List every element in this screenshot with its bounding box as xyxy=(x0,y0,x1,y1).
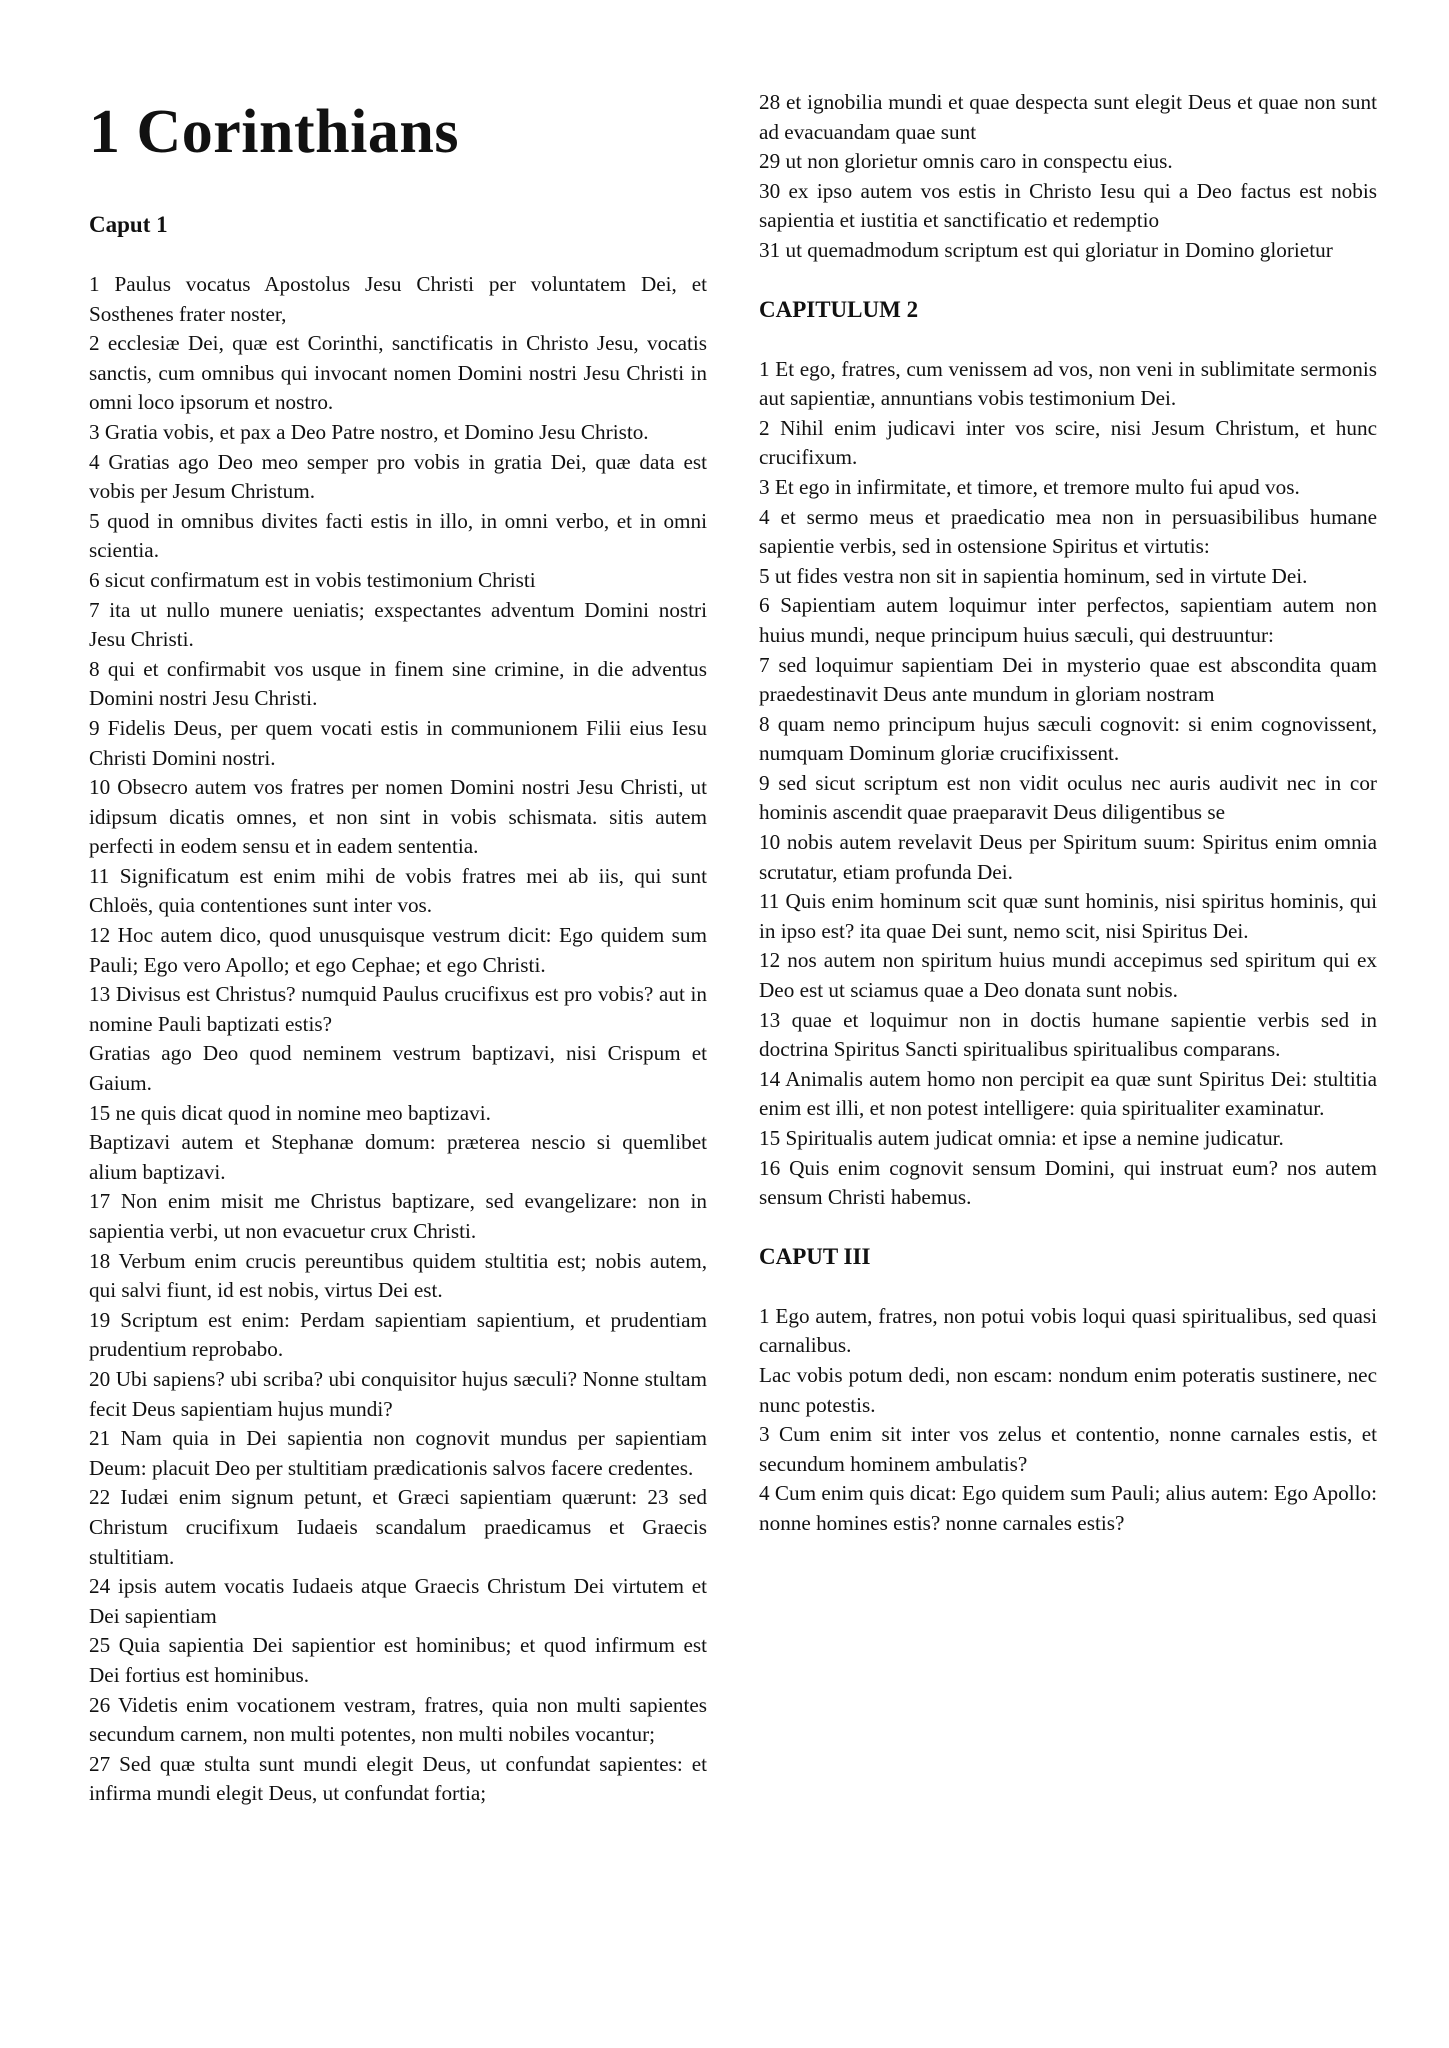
verse: 12 Hoc autem dico, quod unusquisque vestrum dicit: Ego quidem sum Pauli; Ego vero Apollo; et ego Cephae; et ego Christi. xyxy=(89,923,707,977)
verse: 24 ipsis autem vocatis Iudaeis atque Graecis Christum Dei virtutem et Dei sapientiam xyxy=(89,1574,707,1628)
verse: 1 Et ego, fratres, cum venissem ad vos, non veni in sublimitate sermonis aut sapientiæ, annuntians vobis testimonium Dei. xyxy=(759,356,1377,411)
verse: 30 ex ipso autem vos estis in Christo Iesu qui a Deo factus est nobis sapientia et iustitia et sanctificatio et redemptio xyxy=(759,178,1377,233)
verse: 27 Sed quæ stulta sunt mundi elegit Deus, ut confundat sapientes: et infirma mundi elegit Deus, ut confundat fortia; xyxy=(89,1751,707,1806)
right-column xyxy=(759,88,1377,1568)
chapter-3 xyxy=(759,1242,1377,1539)
chapter-1-heading: Caput 1 xyxy=(89,212,168,237)
verse: 17 Non enim misit me Christus baptizare, sed evangelizare: non in sapientia verbi, ut non evacuetur crux Christi. xyxy=(89,1189,707,1243)
book-title: 1 Corinthians xyxy=(89,98,459,166)
chapter-1-verses-right xyxy=(759,88,1377,266)
verse: 20 Ubi sapiens? ubi scriba? ubi conquisitor hujus sæculi? Nonne stultam fecit Deus sapientiam hujus mundi? xyxy=(89,1366,707,1421)
verse: 2 ecclesiæ Dei, quæ est Corinthi, sanctificatis in Christo Jesu, vocatis sanctis, cum omnibus qui invocant nomen Domini nostri Jesu Christi in omni loco ipsorum et nostro. xyxy=(89,331,707,415)
chapter-3-heading: CAPUT III xyxy=(759,1243,871,1269)
verse: 13 Divisus est Christus? numquid Paulus crucifixus est pro vobis? aut in nomine Pauli baptizati estis? xyxy=(89,982,707,1036)
verse: 1 Paulus vocatus Apostolus Jesu Christi per voluntatem Dei, et Sosthenes frater noster, xyxy=(89,272,707,326)
chapter-1-verses-left xyxy=(89,270,707,1809)
verse: 11 Significatum est enim mihi de vobis fratres mei ab iis, qui sunt Chloës, quia contentiones sunt inter vos. xyxy=(89,863,707,918)
verse: 10 Obsecro autem vos fratres per nomen Domini nostri Jesu Christi, ut idipsum dicatis omnes, et non sint in vobis schismata. sitis autem perfecti in eodem sensu et in eadem sententia. xyxy=(89,775,707,859)
verse: 3 Et ego in infirmitate, et timore, et tremore multo fui apud vos. xyxy=(759,474,1300,499)
verse: 7 sed loquimur sapientiam Dei in mysterio quae est abscondita quam praedestinavit Deus ante mundum in gloriam nostram xyxy=(759,652,1377,707)
verse: 11 Quis enim hominum scit quæ sunt hominis, nisi spiritus hominis, qui in ipso est? ita quae Dei sunt, nemo scit, nisi Spiritus Dei. xyxy=(759,889,1377,943)
verse: 9 sed sicut scriptum est non vidit oculus nec auris audivit nec in cor hominis ascendit quae praeparavit Deus diligentibus se xyxy=(759,770,1377,825)
chapter-3-verses xyxy=(759,1302,1377,1539)
verse: 15 ne quis dicat quod in nomine meo baptizavi. xyxy=(89,1100,491,1125)
verse: 22 Iudæi enim signum petunt, et Græci sapientiam quærunt: 23 sed Christum crucifixum Iudaeis scandalum praedicamus et Graecis stultitiam. xyxy=(89,1485,707,1569)
chapter-2-heading: CAPITULUM 2 xyxy=(759,296,919,322)
verse: 8 qui et confirmabit vos usque in finem sine crimine, in die adventus Domini nostri Jesu Christi. xyxy=(89,656,707,711)
verse: 3 Cum enim sit inter vos zelus et contentio, nonne carnales estis, et secundum hominem ambulatis? xyxy=(759,1422,1377,1476)
verse: 14 Animalis autem homo non percipit ea quæ sunt Spiritus Dei: stultitia enim est illi, et non potest intelligere: quia spiritualiter examinatur. xyxy=(759,1066,1377,1121)
verse: 12 nos autem non spiritum huius mundi accepimus sed spiritum qui ex Deo est ut sciamus quae a Deo donata sunt nobis. xyxy=(759,948,1377,1003)
verse: 8 quam nemo principum hujus sæculi cognovit: si enim cognovissent, numquam Dominum gloriæ crucifixissent. xyxy=(759,711,1377,766)
verse: 4 et sermo meus et praedicatio mea non in persuasibilibus humane sapientie verbis, sed in ostensione Spiritus et virtutis: xyxy=(759,504,1377,559)
verse: 5 quod in omnibus divites facti estis in illo, in omni verbo, et in omni scientia. xyxy=(89,508,707,563)
chapter-2 xyxy=(759,295,1377,1213)
verse: 4 Gratias ago Deo meo semper pro vobis in gratia Dei, quæ data est vobis per Jesum Christum. xyxy=(89,449,707,504)
verse: Gratias ago Deo quod neminem vestrum baptizavi, nisi Crispum et Gaium. xyxy=(89,1041,707,1096)
chapter-2-verses xyxy=(759,355,1377,1213)
verse: 10 nobis autem revelavit Deus per Spiritum suum: Spiritus enim omnia scrutatur, etiam profunda Dei. xyxy=(759,830,1377,884)
verse: 2 Nihil enim judicavi inter vos scire, nisi Jesum Christum, et hunc crucifixum. xyxy=(759,415,1377,470)
verse: 6 sicut confirmatum est in vobis testimonium Christi xyxy=(89,567,536,592)
verse: 15 Spiritualis autem judicat omnia: et ipse a nemine judicatur. xyxy=(759,1126,1284,1150)
chapter-1 xyxy=(89,210,707,1809)
verse: 21 Nam quia in Dei sapientia non cognovit mundus per sapientiam Deum: placuit Deo per stultitiam prædicationis salvos facere credentes. xyxy=(89,1426,707,1480)
chapter-1-continued xyxy=(759,88,1377,266)
verse: 26 Videtis enim vocationem vestram, fratres, quia non multi sapientes secundum carnem, non multi potentes, non multi nobiles vocantur; xyxy=(89,1692,707,1747)
verse: 28 et ignobilia mundi et quae despecta sunt elegit Deus et quae non sunt ad evacuandam quae sunt xyxy=(759,90,1377,144)
verse: 4 Cum enim quis dicat: Ego quidem sum Pauli; alius autem: Ego Apollo: nonne homines estis? nonne carnales estis? xyxy=(759,1481,1377,1535)
verse: 3 Gratia vobis, et pax a Deo Patre nostro, et Domino Jesu Christo. xyxy=(89,419,649,444)
verse: 18 Verbum enim crucis pereuntibus quidem stultitia est; nobis autem, qui salvi fiunt, id est nobis, virtus Dei est. xyxy=(89,1248,707,1303)
verse: 1 Ego autem, fratres, non potui vobis loqui quasi spiritualibus, sed quasi carnalibus. xyxy=(759,1303,1377,1358)
left-column xyxy=(89,92,707,1838)
verse: 5 ut fides vestra non sit in sapientia hominum, sed in virtute Dei. xyxy=(759,563,1308,588)
verse: 25 Quia sapientia Dei sapientior est hominibus; et quod infirmum est Dei fortius est hominibus. xyxy=(89,1633,707,1687)
verse: Lac vobis potum dedi, non escam: nondum enim poteratis sustinere, nec nunc potestis. xyxy=(759,1362,1377,1417)
verse: 6 Sapientiam autem loquimur inter perfectos, sapientiam autem non huius mundi, neque principum huius sæculi, qui destruuntur: xyxy=(759,593,1377,647)
verse: 16 Quis enim cognovit sensum Domini, qui instruat eum? nos autem sensum Christi habemus. xyxy=(759,1155,1377,1210)
verse: 9 Fidelis Deus, per quem vocati estis in communionem Filii eius Iesu Christi Domini nostri. xyxy=(89,715,707,770)
verse: 19 Scriptum est enim: Perdam sapientiam sapientium, et prudentiam prudentium reprobabo. xyxy=(89,1307,707,1362)
verse: 13 quae et loquimur non in doctis humane sapientie verbis sed in doctrina Spiritus Sancti spiritualibus spiritualibus comparans. xyxy=(759,1007,1377,1062)
verse: 7 ita ut nullo munere ueniatis; exspectantes adventum Domini nostri Jesu Christi. xyxy=(89,597,707,652)
verse: 31 ut quemadmodum scriptum est qui gloriatur in Domino glorietur xyxy=(759,237,1333,262)
verse: Baptizavi autem et Stephanæ domum: præterea nescio si quemlibet alium baptizavi. xyxy=(89,1130,707,1184)
verse: 29 ut non glorietur omnis caro in conspectu eius. xyxy=(759,149,1173,174)
